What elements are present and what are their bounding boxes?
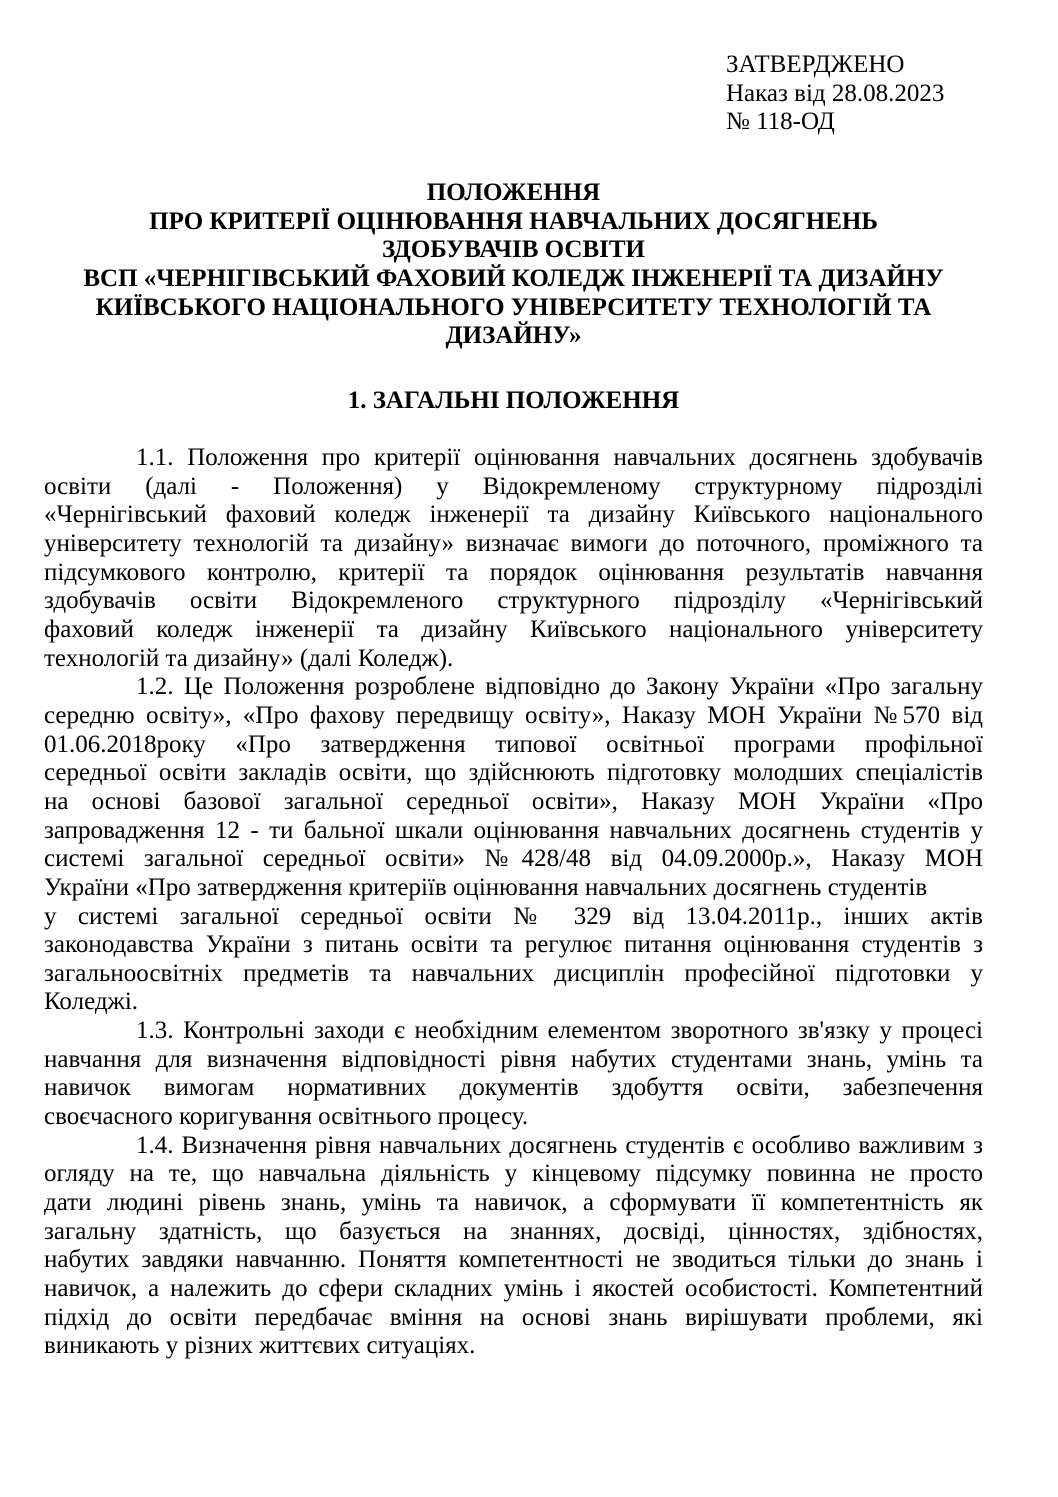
text-line: України «Про затвердження критеріїв оцінювання навчальних досягнень студентів (44, 873, 928, 901)
text-line: 1.1. Положення про критерії оцінювання навчальних досягнень здобувачів (136, 444, 983, 471)
text-line: своєчасного коригування освітнього процесу. (44, 1103, 529, 1131)
text-line: у системі загальної середньої освіти № 329 від 13.04.2011р., інших актів (44, 902, 983, 930)
title-line: ЗДОБУВАЧІВ ОСВІТИ (381, 236, 645, 264)
text-line: набутих завдяки навчанню. Поняття компетентності не зводиться тільки до знань і (44, 1246, 983, 1274)
title-line: КИЇВСЬКОГО НАЦІОНАЛЬНОГО УНІВЕРСИТЕТУ ТЕХНОЛОГІЙ ТА (95, 293, 932, 321)
approval-line: ЗАТВЕРДЖЕНО (726, 51, 905, 78)
text-line: освіти (далі - Положення) у Відокремленому структурному підрозділі (44, 472, 983, 500)
text-line: запровадження 12 - ти бальної шкали оцінювання навчальних досягнень студентів у (44, 816, 983, 844)
paragraph-1-3 (44, 1017, 983, 1132)
text-line: 1.4. Визначення рівня навчальних досягнень студентів є особливо важливим з (136, 1131, 983, 1159)
text-line: здобувачів освіти Відокремленого структурного підрозділу «Чернігівський (44, 587, 983, 615)
text-line: загальноосвітніх предметів та навчальних дисциплін професійної підготовки у (44, 959, 983, 987)
paragraph-1-4 (44, 1132, 983, 1361)
text-line: системі загальної середньої освіти» №428/48 від 04.09.2000р.», Наказу МОН (44, 845, 983, 873)
text-line: фаховий коледж інженерії та дизайну Київського національного університету (44, 615, 983, 643)
approval-line: № 118-ОД (726, 108, 835, 136)
title-line: ДИЗАЙНУ» (445, 322, 582, 350)
approval-line: Наказ від 28.08.2023 (726, 79, 945, 107)
text-line: підсумкового контролю, критерії та порядок оцінювання результатів навчання (44, 558, 983, 586)
document-body (44, 444, 983, 1361)
title-line: ВСП «ЧЕРНІГІВСЬКИЙ ФАХОВИЙ КОЛЕДЖ ІНЖЕНЕРІЇ ТА ДИЗАЙНУ (83, 264, 944, 292)
paragraph-1-1 (44, 444, 983, 673)
text-line: загальну здатність, що базується на знаннях, досвіді, цінностях, здібностях, (44, 1217, 983, 1245)
text-line: технологій та дизайну» (далі Коледж). (44, 644, 454, 672)
title-line: ПОЛОЖЕННЯ (426, 179, 601, 206)
text-line: навичок вимогам нормативних документів здобуття освіти, забезпечення (44, 1074, 983, 1102)
text-line: дати людині рівень знань, умінь та навичок, а сформувати її компетентність як (44, 1189, 983, 1217)
text-line: середньої освіти закладів освіти, що здійснюють підготовку молодших спеціалістів (44, 759, 983, 787)
text-line: виникають у різних життєвих ситуаціях. (44, 1332, 476, 1360)
text-line: підхід до освіти передбачає вміння на основі знань вирішувати проблеми, які (44, 1303, 983, 1331)
text-line: 01.06.2018року «Про затвердження типової освітньої програми профільної (44, 730, 983, 758)
section-heading: 1. ЗАГАЛЬНІ ПОЛОЖЕННЯ (347, 387, 680, 414)
text-line: 1.3. Контрольні заходи є необхідним елементом зворотного зв'язку у процесі (136, 1017, 983, 1045)
text-line: навичок, а належить до сфери складних умінь і якостей особистості. Компетентний (44, 1275, 983, 1303)
text-line: огляду на те, що навчальна діяльність у кінцевому підсумку повинна не просто (44, 1160, 983, 1188)
title-line: ПРО КРИТЕРІЇ ОЦІНЮВАННЯ НАВЧАЛЬНИХ ДОСЯГНЕНЬ (149, 207, 878, 235)
text-line: університету технологій та дизайну» визначає вимоги до поточного, проміжного та (44, 529, 983, 557)
text-line: законодавства України з питань освіти та регулює питання оцінювання студентів з (44, 931, 983, 959)
text-line: Коледжі. (44, 988, 139, 1016)
text-line: навчання для визначення відповідності рівня набутих студентами знань, умінь та (44, 1045, 983, 1073)
document-title (44, 179, 983, 351)
paragraph-1-2b (44, 903, 983, 1018)
text-line: 1.2. Це Положення розроблене відповідно до Закону України «Про загальну (136, 673, 983, 701)
text-line: середню освіту», «Про фахову передвищу освіту», Наказу МОН України №570 від (44, 701, 983, 729)
approval-block (726, 51, 944, 137)
text-line: на основі базової загальної середньої освіти», Наказу МОН України «Про (44, 787, 983, 815)
paragraph-1-2a (44, 673, 983, 902)
text-line: «Чернігівський фаховий коледж інженерії та дизайну Київського національного (44, 501, 983, 529)
